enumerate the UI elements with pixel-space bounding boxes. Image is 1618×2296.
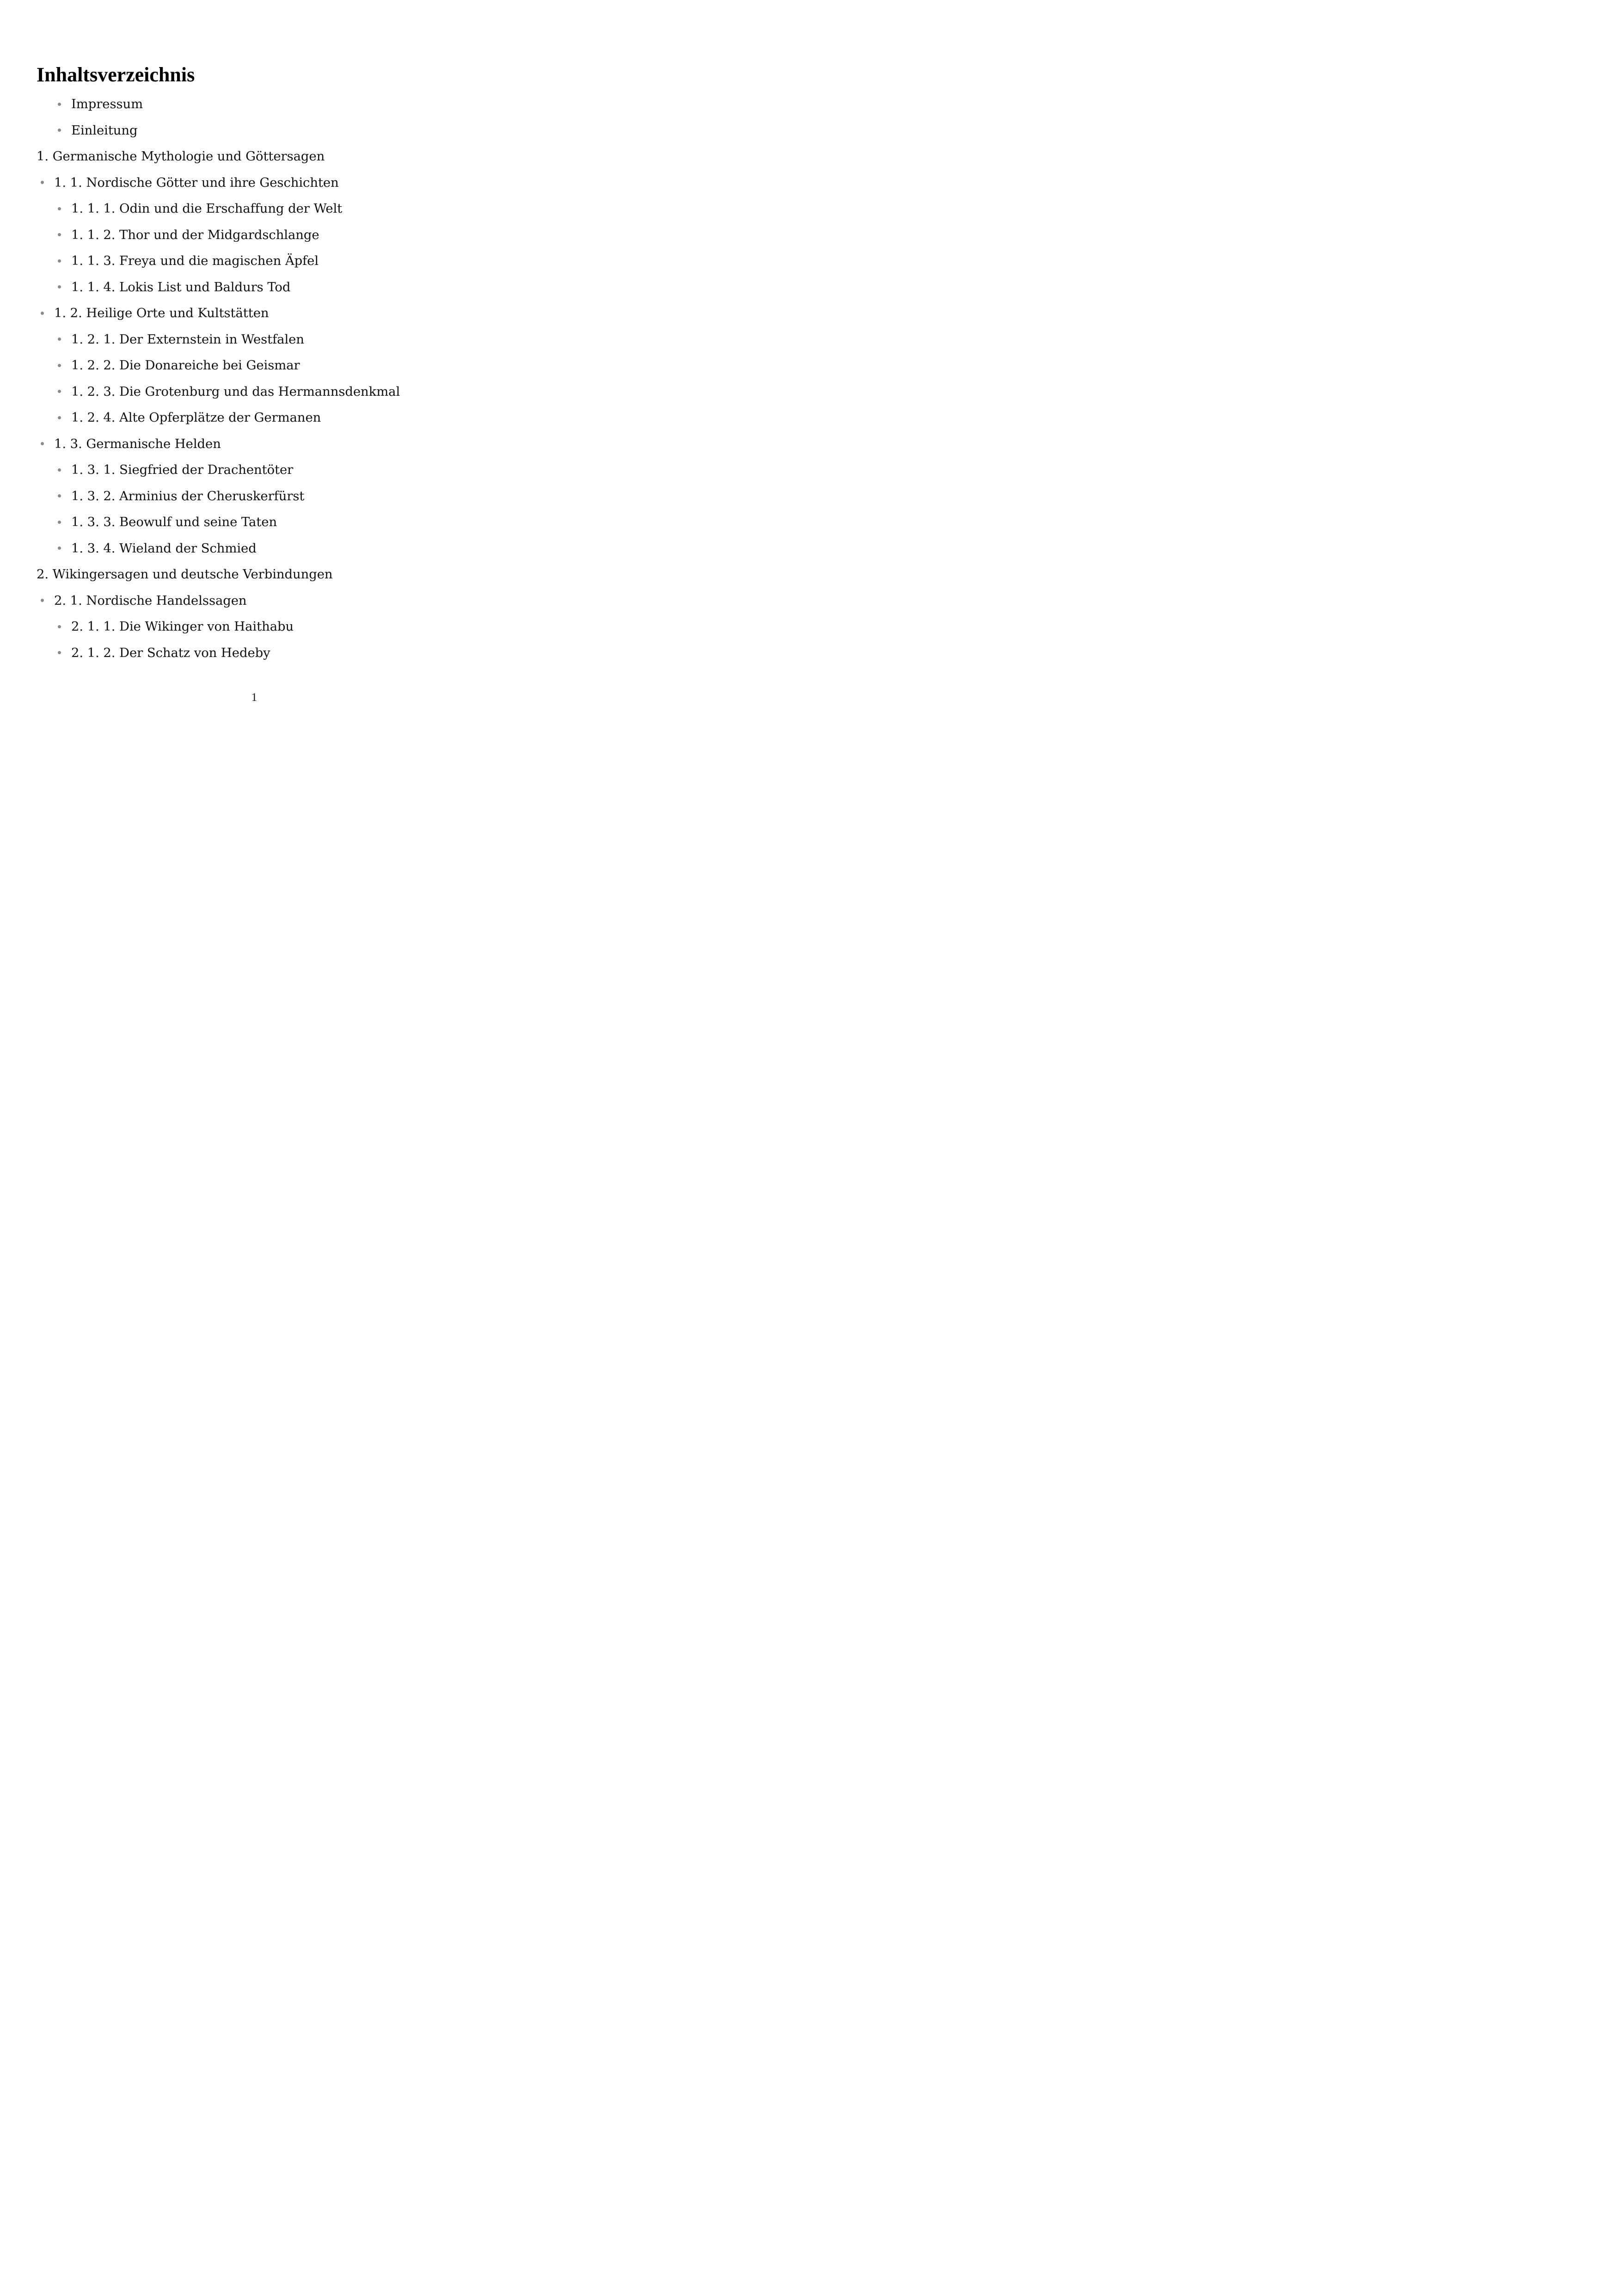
toc-entry[interactable] [0, 352, 509, 379]
toc-entry-label: 1. 3. 1. Siegfried der Drachentöter [71, 462, 294, 478]
toc-entry-label: 1. 2. Heilige Orte und Kultstätten [54, 306, 269, 321]
bullet-icon [58, 390, 61, 393]
toc-entry-label: 1. 2. 4. Alte Opferplätze der Germanen [71, 410, 321, 425]
toc-entry[interactable] [0, 640, 509, 666]
bullet-icon [58, 233, 61, 236]
bullet-icon [58, 129, 61, 132]
toc-entry[interactable] [0, 300, 509, 326]
bullet-icon [58, 494, 61, 497]
toc-entry-label: 1. 3. 2. Arminius der Cheruskerfürst [71, 488, 305, 503]
toc-entry-label: 1. 3. Germanische Helden [54, 436, 221, 451]
toc-entry[interactable] [0, 483, 509, 510]
toc-entry-label: 1. 1. 1. Odin und die Erschaffung der Welt [71, 201, 343, 216]
bullet-icon [41, 181, 44, 184]
bullet-icon [58, 416, 61, 419]
toc-entry[interactable] [0, 431, 509, 457]
toc-entry-label: 2. Wikingersagen und deutsche Verbindungen [37, 567, 333, 582]
bullet-icon [58, 207, 61, 210]
toc-entry[interactable] [0, 248, 509, 274]
document-page [0, 0, 509, 722]
toc-entry-label: 1. 1. 2. Thor und der Midgardschlange [71, 227, 319, 242]
toc-entry-label: 1. 3. 3. Beowulf und seine Taten [71, 515, 277, 530]
page-number: 1 [251, 691, 257, 704]
toc-entry-label: Einleitung [71, 123, 138, 138]
toc-entry-label: 2. 1. Nordische Handelssagen [54, 593, 247, 608]
bullet-icon [41, 599, 44, 602]
bullet-icon [58, 338, 61, 341]
bullet-icon [58, 364, 61, 367]
toc-entry[interactable] [0, 196, 509, 222]
bullet-icon [58, 468, 61, 472]
toc-entry[interactable] [0, 535, 509, 562]
toc-entry-label: 1. Germanische Mythologie und Göttersagen [37, 149, 325, 164]
toc-entry-label: Impressum [71, 97, 143, 112]
toc-entry[interactable] [0, 170, 509, 196]
page-title: Inhaltsverzeichnis [37, 63, 195, 86]
toc-entry-label: 1. 2. 3. Die Grotenburg und das Hermannsdenkmal [71, 384, 400, 399]
toc-entry[interactable] [0, 274, 509, 301]
bullet-icon [58, 285, 61, 289]
toc-entry-label: 1. 1. Nordische Götter und ihre Geschichten [54, 175, 339, 190]
toc-entry[interactable] [0, 326, 509, 353]
toc-entry-label: 1. 2. 1. Der Externstein in Westfalen [71, 332, 304, 347]
toc-entry[interactable] [0, 561, 509, 588]
toc-entry[interactable] [0, 509, 509, 535]
toc-entry[interactable] [0, 588, 509, 614]
toc-entry[interactable] [0, 91, 509, 117]
bullet-icon [58, 259, 61, 263]
bullet-icon [58, 651, 61, 654]
toc-entry-label: 1. 3. 4. Wieland der Schmied [71, 540, 257, 556]
toc-entry[interactable] [0, 379, 509, 405]
toc-entry[interactable] [0, 143, 509, 170]
toc-entry-label: 2. 1. 2. Der Schatz von Hedeby [71, 645, 270, 660]
toc-entry-label: 1. 1. 4. Lokis List und Baldurs Tod [71, 279, 291, 295]
toc-entry-label: 2. 1. 1. Die Wikinger von Haithabu [71, 619, 294, 634]
bullet-icon [58, 103, 61, 106]
toc-entry[interactable] [0, 222, 509, 248]
toc-entry-label: 1. 1. 3. Freya und die magischen Äpfel [71, 253, 319, 269]
bullet-icon [58, 546, 61, 550]
toc-entry[interactable] [0, 117, 509, 144]
toc-entry[interactable] [0, 457, 509, 483]
toc-entry[interactable] [0, 405, 509, 431]
bullet-icon [58, 625, 61, 628]
table-of-contents [0, 91, 509, 666]
bullet-icon [58, 521, 61, 524]
bullet-icon [41, 442, 44, 445]
toc-entry-label: 1. 2. 2. Die Donareiche bei Geismar [71, 358, 300, 373]
bullet-icon [41, 312, 44, 315]
toc-entry[interactable] [0, 614, 509, 640]
